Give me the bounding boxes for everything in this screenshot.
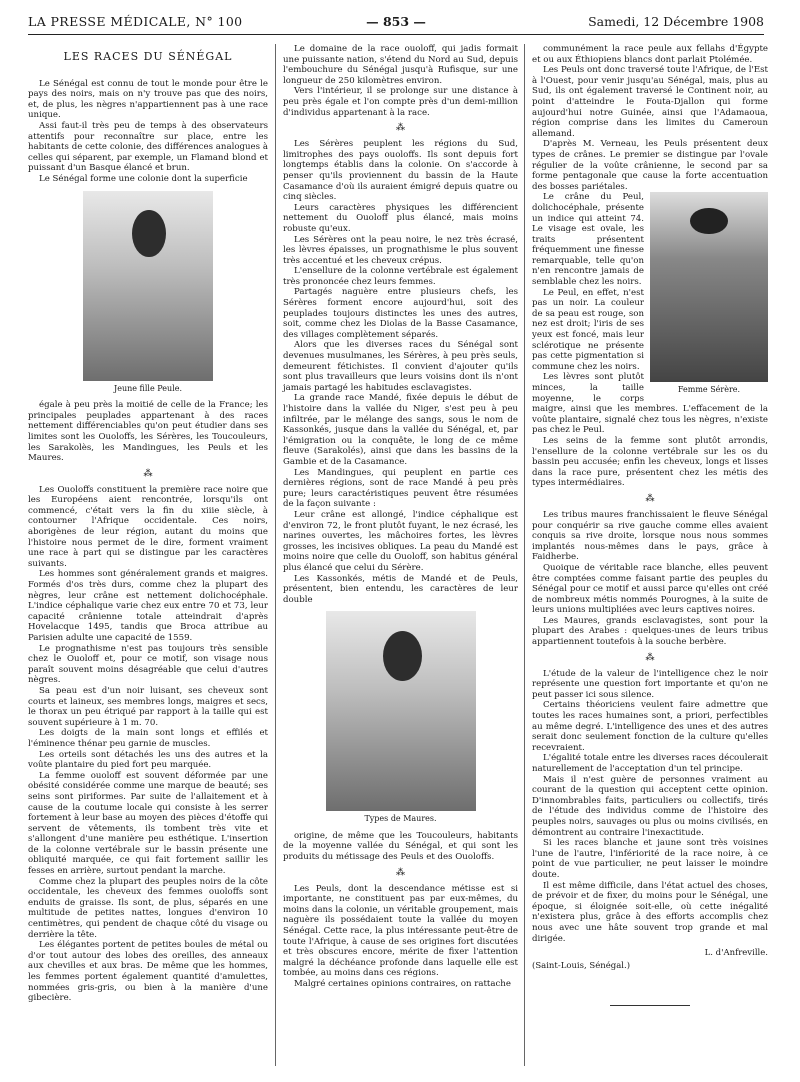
author-signature: L. d'Anfreville. <box>704 948 768 959</box>
paragraph: L'étude de la valeur de l'intelligence chez le noir représente une question fort importante et qu'on ne peut passer ici sous silence. <box>532 668 768 700</box>
c2-bottom <box>283 884 518 990</box>
paragraph: Il est même difficile, dans l'état actuel des choses, de prévoir et de fixer, du moins pour le Sénégal, une époque, si éloignée soit-elle, où cette inégalité n'existera plus, grâce à des efforts accomplis chez nous avec une hâte souvent trop grande et mal dirigée. <box>532 880 768 944</box>
paragraph: Les Ouoloffs constituent la première race noire que les Européens aient rencontrée, lorsqu'ils ont commencé, c'était vers la fin du xiiie siècle, à contourner l'Afrique occidentale. Ces noirs, aborigènes de leur région, autant du moins que l'histoire nous permet de le dire, forment vraiment une race à part qui se distingue par les caractères suivants. <box>28 484 268 569</box>
end-rule <box>610 1005 690 1006</box>
paragraph: égale à peu près la moitié de celle de la France; les principales peuplades appartenant à des races nettement différenciables qu'on peut étudier dans ses limites sont les Ouoloffs, les Sérères, les Toucouleurs, les Sarakolès, les Mandingues, les Peuls et les Maures. <box>28 400 268 464</box>
paragraph: L'égalité totale entre les diverses races découlerait naturellement de l'acceptation d'un tel principe. <box>532 753 768 774</box>
c3-bottom <box>532 669 768 944</box>
paragraph: Les élégantes portent de petites boules de métal ou d'or tout autour des lobes des oreilles, des anneaux aux chevilles et aux bras. De même que les hommes, les femmes portent également quantité d'amulettes, nommées gris-gris, ou bien à la manière d'une gibecière. <box>28 940 268 1004</box>
paragraph: Leurs caractères physiques les différencient nettement du Ouoloff plus élancé, mais moins robuste qu'eux. <box>283 202 518 234</box>
paragraph: Leur crâne est allongé, l'indice céphalique est d'environ 72, le front plutôt fuyant, le nez écrasé, les narines ouvertes, les mâchoires fortes, les lèvres grosses, les incisives obliques. La peau du Mandé est moins noire que celle du Ouoloff, son habitus général plus élancé que celui du Sérère. <box>283 509 518 573</box>
paragraph: Sa peau est d'un noir luisant, ses cheveux sont courts et laineux, ses membres longs, maigres et secs, le thorax un peu étriqué par rapport à la taille qui est souvent supérieure à 1 m. 70. <box>28 685 268 728</box>
paragraph: Vers l'intérieur, il se prolonge sur une distance à peu près égale et l'on compte près d'un demi-million d'individus appartenant à la race. <box>283 86 518 118</box>
column-2 <box>283 44 518 990</box>
paragraph: communément la race peule aux fellahs d'Égypte et ou aux Éthiopiens blancs dont parlait Ptolémée. <box>532 44 768 65</box>
paragraph: Le domaine de la race ouoloff, qui jadis formait une puissante nation, s'étend du Nord au Sud, depuis l'embouchure du Sénégal jusqu'à Rufisque, sur une longueur de 250 kilomètres environ. <box>283 44 518 86</box>
paragraph: Les tribus maures franchissaient le fleuve Sénégal pour conquérir sa rive gauche comme elles avaient conquis sa rive droite, lorsque nous nous sommes implantés nous-mêmes dans le pays, grâce à Faidherbe. <box>532 509 768 563</box>
paragraph: Les Peuls ont donc traversé toute l'Afrique, de l'Est à l'Ouest, pour venir jusqu'au Sénégal, mais, plus au Sud, ils ont également traversé le Continent noir, au point d'atteindre le Fouta-Djallon qui forme aujourd'hui notre Guinée, ainsi que l'Adamaoua, région comprise dans les limites du Cameroun allemand. <box>532 65 768 139</box>
c2-top <box>283 44 518 118</box>
c2-after <box>283 831 518 863</box>
paragraph: Les Kassonkés, métis de Mandé et de Peuls, présentent, bien entendu, les caractères de leur double <box>283 573 518 605</box>
section-separator: ⁂ <box>396 867 405 878</box>
paragraph: Assi faut-il très peu de temps à des observateurs attentifs pour reconnaître sur place, entre les habitants de cette colonie, des différences analogues à celles qui séparent, par exemple, un Flamand blond et puissant d'un Basque élancé et brun. <box>28 120 268 174</box>
photo-types-de-maures <box>326 611 476 811</box>
column-rule <box>275 44 276 1066</box>
paragraph: L'ensellure de la colonne vertébrale est également très prononcée chez leurs femmes. <box>283 266 518 287</box>
paragraph: Le crâne du Peul, dolichocéphale, présente un indice qui atteint 74. Le visage est ovale, les traits présentent fréquemment une finesse remarquable, telle qu'on n'en rencontre jamais de semblable chez les noirs. <box>532 192 644 288</box>
paragraph: Les Sérères ont la peau noire, le nez très écrasé, les lèvres épaisses, un prognathisme le plus souvent très accentué et les cheveux crépus. <box>283 234 518 266</box>
paragraph: Le Peul, en effet, n'est pas un noir. La couleur de sa peau est rouge, son nez est droit; l'iris de ses yeux est foncé, mais leur sclérotique ne présente pas cette pigmentation si commune chez les noirs. <box>532 287 644 372</box>
paragraph: Les lèvres sont plutôt minces, la taille moyenne, le corps maigre, ainsi que les membres. L'effacement de la voûte plantaire, signalé chez tous les nègres, n'existe pas chez le Peul. <box>532 372 768 436</box>
paragraph: Les hommes sont généralement grands et maigres. Formés d'os très durs, comme chez la plupart des nègres, leur crâne est nettement dolichocéphale. L'indice céphalique varie chez eux entre 70 et 73, leur capacité crânienne totale atteindrait d'après Hovelacque 1495, tandis que Broca attribue au Parisien adulte une capacité de 1559. <box>28 569 268 643</box>
figure-femme-serere <box>650 192 768 396</box>
c1-intro <box>28 79 268 185</box>
issue-date: Samedi, 12 Décembre 1908 <box>588 14 764 29</box>
paragraph: Alors que les diverses races du Sénégal sont devenues musulmanes, les Sérères, à peu près seuls, demeurent fétichistes. Il convient d'ajouter qu'ils sont plus travailleurs que leurs voisins dont ils n'ont jamais partagé les habitudes esclavagistes. <box>283 340 518 393</box>
c3-top-part1 <box>532 44 768 192</box>
photo-femme-serere <box>650 192 768 382</box>
figure-caption: Jeune fille Peule. <box>114 383 182 393</box>
section-separator: ⁂ <box>396 123 405 134</box>
paragraph: Le Sénégal forme une colonie dont la superficie <box>39 173 248 184</box>
paragraph: La grande race Mandé, fixée depuis le début de l'histoire dans la vallée du Niger, s'est peu à peu infiltrée, par le mélange des sangs, sous le nom de Kassonkés, jusque dans la vallée du Sénégal, et, par l'émigration ou la conquête, le long de ce même fleuve (Sarakolés), ainsi que dans les bassins de la Gambie et de la Casamance. <box>283 393 518 467</box>
paragraph: Si les races blanche et jaune sont très voisines l'une de l'autre, l'infériorité de la race noire, à ce point de vue particulier, ne peut laisser le moindre doute. <box>532 838 768 880</box>
paragraph: Les Peuls, dont la descendance métisse est si importante, ne constituent pas par eux-mêmes, du moins dans la colonie, un véritable groupement, mais naguère ils possédaient toute la vallée du moyen Sénégal. Cette race, la plus intéressante peut-être de toute l'Afrique, à cause de ses origines fort discutées et très obscures encore, mérite de fixer l'attention malgré la déchéance profonde dans laquelle elle est tombée, au moins dans ces régions. <box>283 883 518 979</box>
figure-jeune-fille-peule <box>28 191 268 395</box>
paragraph: Les orteils sont détachés les uns des autres et la voûte plantaire du pied fort peu marquée. <box>28 749 268 771</box>
figure-caption: Types de Maures. <box>364 814 437 824</box>
section-separator: ⁂ <box>645 652 655 663</box>
paragraph: Comme chez la plupart des peuples noirs de la côte occidentale, les cheveux des femmes ouoloffs sont enduits de graisse. Ils sont, de plus, séparés en une multitude de petites nattes, longues d'environ 10 centimètres, qui pendent de chaque côté du visage ou derrière la tête. <box>28 876 268 940</box>
author-place: (Saint-Louis, Sénégal.) <box>532 960 631 971</box>
section-separator: ⁂ <box>645 493 655 504</box>
figure-types-de-maures <box>283 611 518 825</box>
paragraph: Malgré certaines opinions contraires, on rattache <box>294 979 511 989</box>
c1-body <box>28 485 268 1004</box>
photo-jeune-fille-peule <box>83 191 213 381</box>
column-rule <box>524 44 525 1066</box>
paragraph: Certains théoriciens veulent faire admettre que toutes les races humaines sont, a priori, perfectibles au même degré. L'intelligence des unes et des autres serait donc seulement fonction de la culture qu'elles recevraient. <box>532 700 768 753</box>
c2-mid <box>283 139 518 605</box>
paragraph: Les Sérères peuplent les régions du Sud, limitrophes des pays ouoloffs. Ils sont depuis fort longtemps établis dans la colonie. On s'accorde à penser qu'ils proviennent du bassin de la Haute Casamance d'où ils auraient émigré depuis quatre ou cinq siècles. <box>283 139 518 203</box>
column-3 <box>532 44 768 1006</box>
paragraph: Les seins de la femme sont plutôt arrondis, l'ensellure de la colonne vertébrale sur les os du bassin peu accusée; enfin les cheveux, longs et lisses dans la race pure, présentent chez les métis des types intermédiaires. <box>532 435 768 489</box>
article-title: LES RACES DU SÉNÉGAL <box>63 50 233 63</box>
paragraph: Mais il n'est guère de personnes vraiment au courant de la question qui acceptent cette opinion. D'innombrables faits, particuliers ou collectifs, tirés de l'étude des individus comme de l'histoire des peuples noirs, sauvages ou plus ou moins civilisés, en démontrent au contraire l'inexactitude. <box>532 774 768 838</box>
section-separator: ⁂ <box>143 468 153 479</box>
paragraph: Le prognathisme n'est pas toujours très sensible chez le Ouoloff et, pour ce motif, son visage nous paraît souvent moins désagréable que celui d'autres nègres. <box>28 643 268 686</box>
c1-after <box>28 400 268 464</box>
journal-name: LA PRESSE MÉDICALE, N° 100 <box>28 14 243 29</box>
paragraph: Quoique de véritable race blanche, elles peuvent être comptées comme faisant partie des peuples du Sénégal pour ce motif et aussi parce qu'elles ont créé de nombreux métis nommés Pourognes, à la suite de leurs unions multipliées avec leurs captives noires. <box>532 562 768 616</box>
paragraph: D'après M. Verneau, les Peuls présentent deux types de crânes. Le premier se distingue par l'ovale régulier de la voûte crânienne, le second par sa forme pentagonale que cause la forte accentuation des bosses pariétales. <box>532 139 768 192</box>
paragraph: Les Maures, grands esclavagistes, sont pour la plupart des Arabes : quelques-unes de leurs tribus appartiennent toutefois à la souche berbère. <box>532 615 768 648</box>
column-1 <box>28 44 268 1004</box>
c3-mid <box>532 510 768 648</box>
paragraph: Partagés naguère entre plusieurs chefs, les Sérères forment encore aujourd'hui, soit des peuplades toujours distinctes les unes des autres, soit, comme chez les Diolas de la Basse Casamance, des villages complètement séparés. <box>283 287 518 340</box>
paragraph: La femme ouoloff est souvent déformée par une obésité considérée comme une marque de beauté; ses seins sont piriformes. Par suite de l'allaitement et à cause de la coutume locale qui consiste à les serrer fortement à leur base au moyen des pièces d'étoffe qui servent de vêtements, ils tombent très vite et s'allongent d'une manière peu esthétique. L'insertion de la colonne vertébrale sur le bassin présente une obliquité marquée, ce qui fait fortement saillir les fesses en arrière, surtout pendant la marche. <box>28 770 268 877</box>
paragraph: Les Mandingues, qui peuplent en partie ces dernières régions, sont de race Mandé à peu près pure; leurs caractéristiques peuvent être résumées de la façon suivante : <box>283 467 518 510</box>
paragraph: Les doigts de la main sont longs et effilés et l'éminence thénar peu garnie de muscles. <box>28 728 268 749</box>
page-header <box>28 10 764 35</box>
paragraph: origine, de même que les Toucouleurs, habitants de la moyenne vallée du Sénégal, et qui sont les produits du métissage des Peuls et des Ouoloffs. <box>283 830 518 863</box>
page-number: — 853 — <box>366 14 426 29</box>
paragraph: Le Sénégal est connu de tout le monde pour être le pays des noirs, mais on n'y trouve pas que des noirs, et, de plus, les nègres n'appartiennent pas à une race unique. <box>28 78 268 121</box>
figure-caption: Femme Sérère. <box>677 385 741 395</box>
